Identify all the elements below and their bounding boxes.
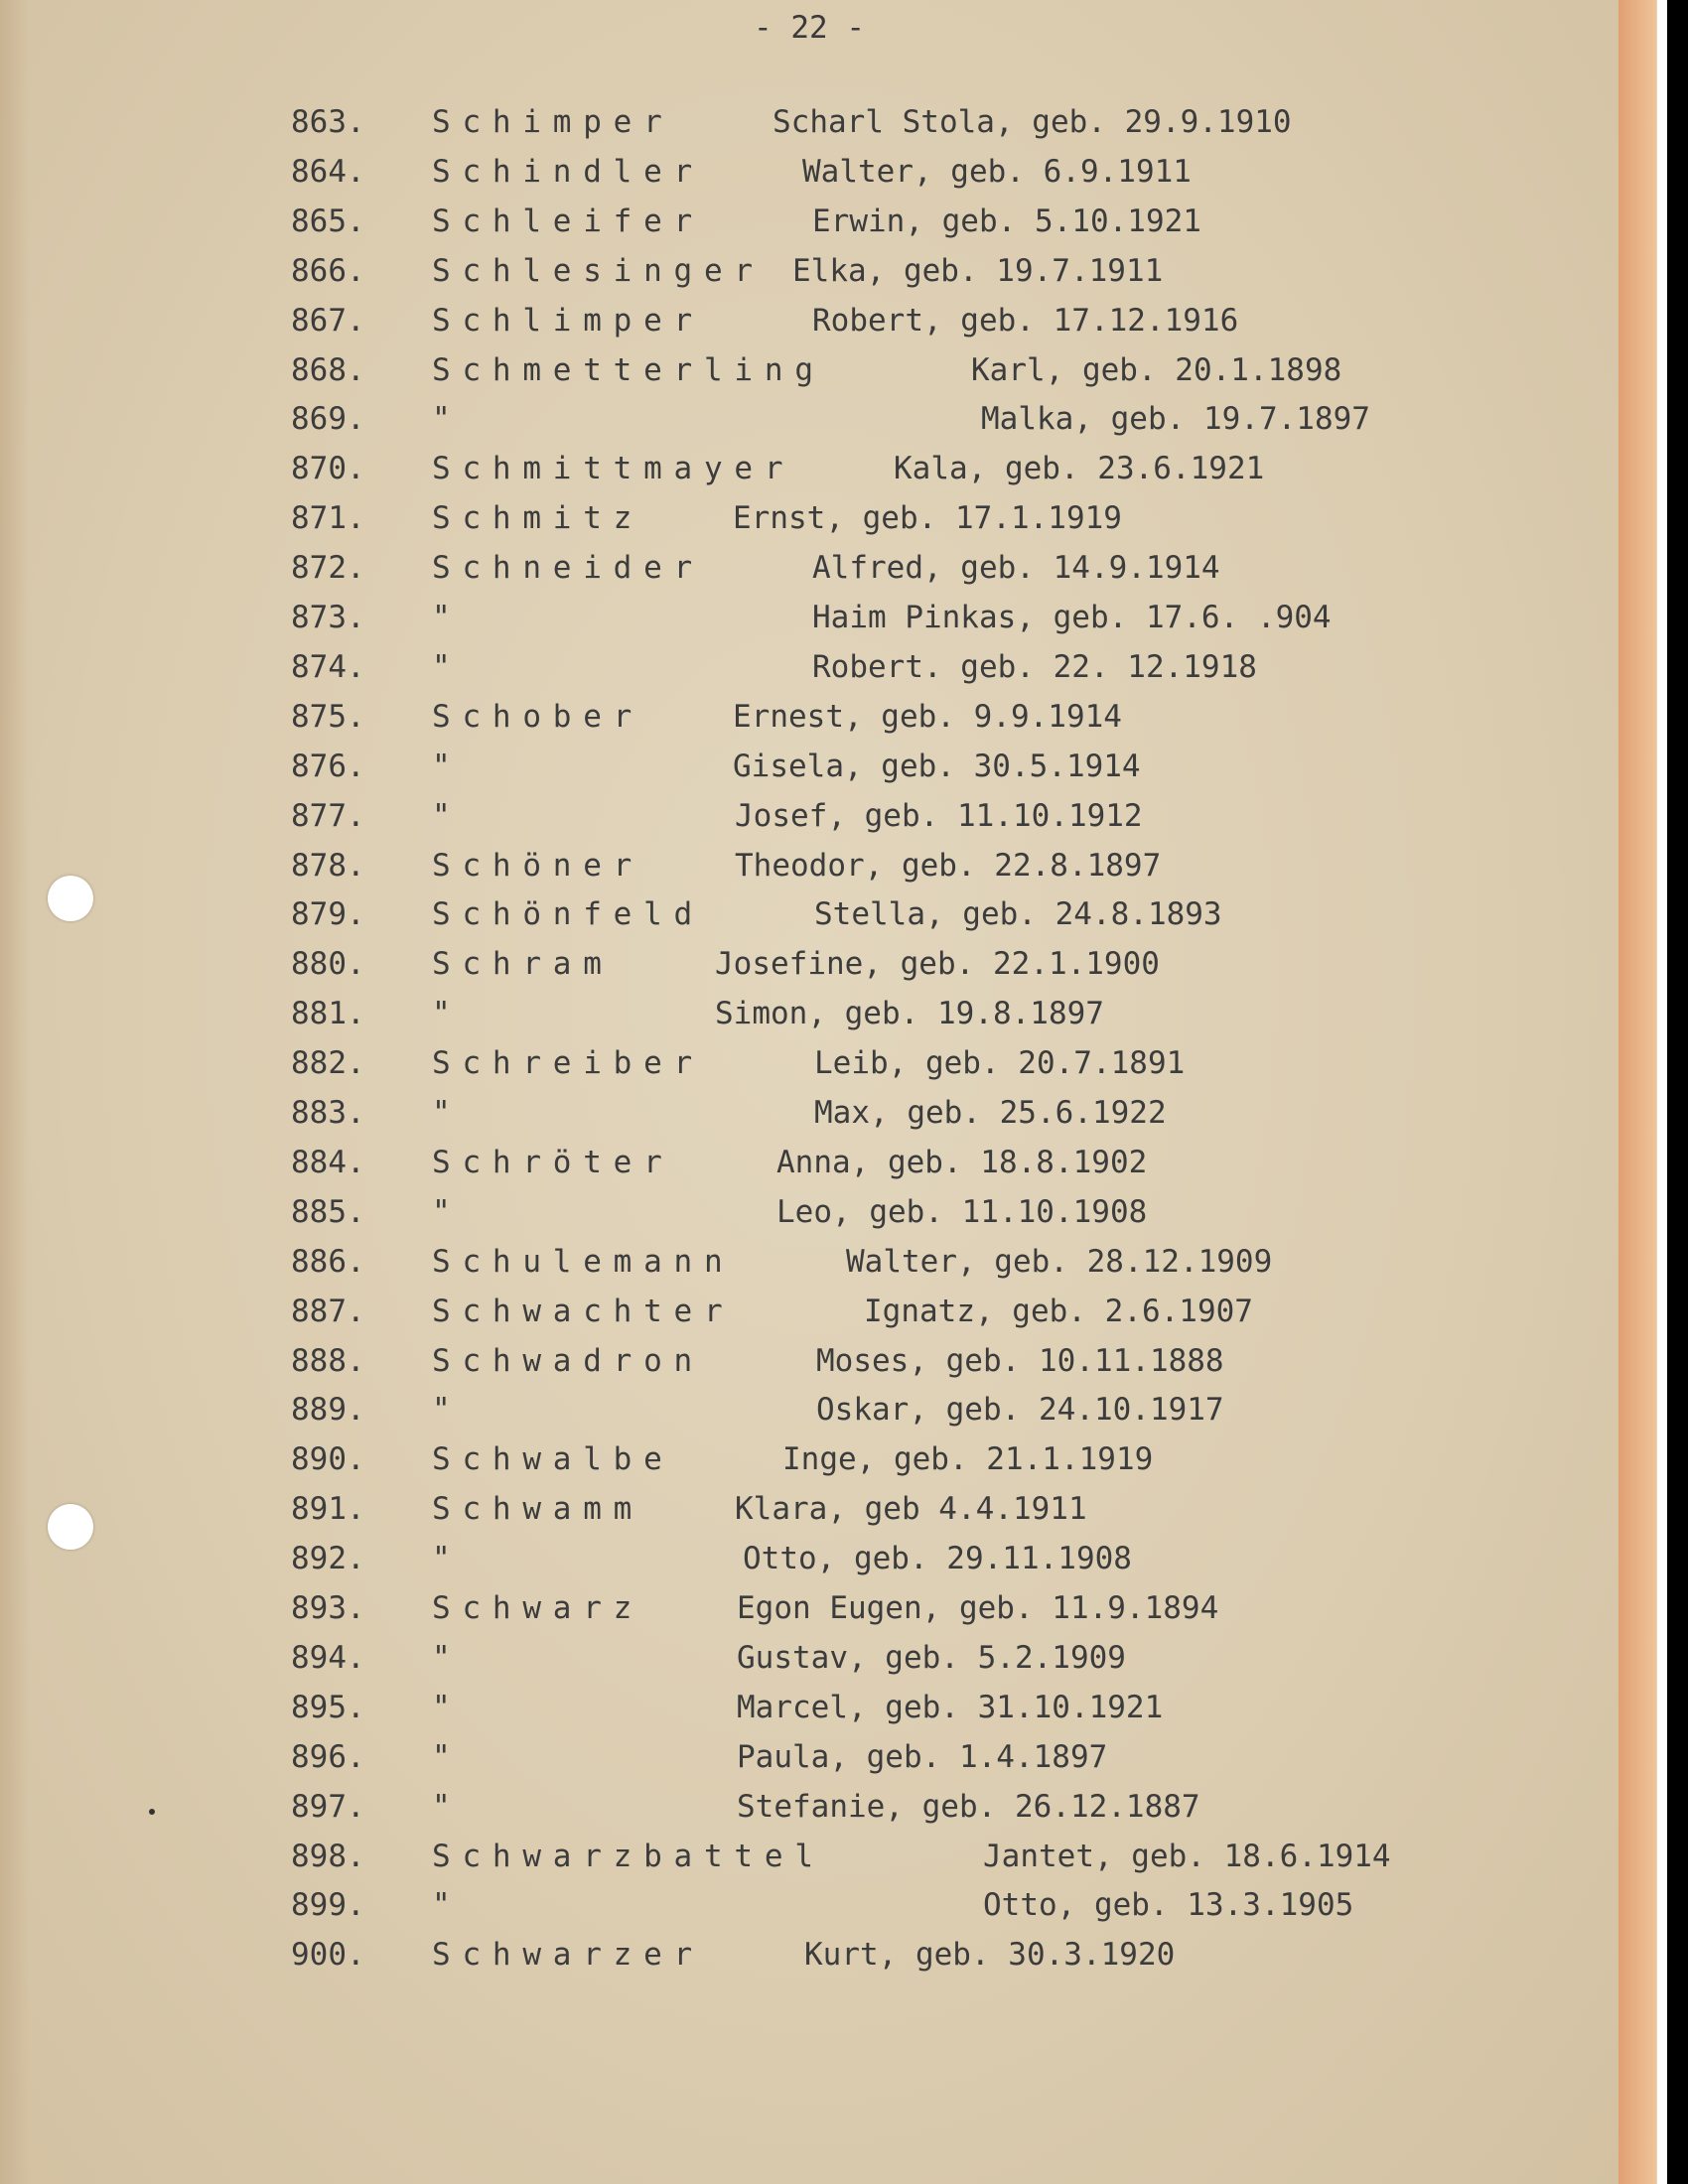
entry-given-name-and-birthdate: Ignatz, geb. 2.6.1907 [864,1293,1253,1329]
entry-surname: Schmitz [432,500,644,537]
entry-given-name-and-birthdate: Oskar, geb. 24.10.1917 [816,1392,1224,1429]
list-item [0,1484,1618,1534]
list-item [0,593,1618,642]
punch-hole-upper [48,876,93,921]
list-item [0,939,1618,989]
entry-surname: Schindler [432,153,704,190]
entry-given-name-and-birthdate: Leo, geb. 11.10.1908 [776,1193,1148,1230]
list-item [0,642,1618,692]
scan-edge [1618,0,1688,2184]
entry-number: 884. [291,1144,365,1180]
punch-hole-lower [48,1504,93,1550]
entry-number: 897. [291,1788,365,1825]
list-item [0,1287,1618,1336]
entry-number: 866. [291,252,365,289]
entry-number: 885. [291,1193,365,1230]
entry-given-name-and-birthdate: Anna, geb. 18.8.1902 [776,1144,1148,1180]
entry-surname: Schleifer [432,203,704,239]
list-item [0,1534,1618,1583]
list-item [0,742,1618,791]
entry-number: 899. [291,1887,365,1924]
entry-number: 882. [291,1045,365,1082]
entry-surname: " [432,797,463,834]
entry-number: 870. [291,451,365,487]
entry-number: 875. [291,698,365,735]
entry-surname: " [432,1541,463,1577]
list-item [0,1880,1618,1930]
list-item [0,841,1618,890]
entry-given-name-and-birthdate: Stefanie, geb. 26.12.1887 [737,1788,1200,1825]
entry-surname: Schober [432,698,644,735]
entry-number: 898. [291,1838,365,1874]
entry-surname: " [432,401,463,438]
entry-number: 887. [291,1293,365,1329]
list-item [0,1683,1618,1732]
entry-surname: Schwalbe [432,1441,674,1478]
entry-given-name-and-birthdate: Alfred, geb. 14.9.1914 [812,550,1220,587]
entry-surname: Schwarzer [432,1937,704,1974]
entry-number: 871. [291,500,365,537]
entry-surname: " [432,1639,463,1676]
entry-given-name-and-birthdate: Kurt, geb. 30.3.1920 [804,1937,1176,1974]
entry-number: 863. [291,104,365,140]
entry-number: 874. [291,648,365,685]
entry-given-name-and-birthdate: Josef, geb. 11.10.1912 [735,797,1143,834]
entry-given-name-and-birthdate: Theodor, geb. 22.8.1897 [735,847,1162,884]
list-item [0,1583,1618,1633]
entry-surname: Schwamm [432,1491,644,1528]
list-item [0,989,1618,1038]
list-item [0,97,1618,147]
list-item [0,1930,1618,1979]
entry-given-name-and-birthdate: Stella, geb. 24.8.1893 [814,896,1222,933]
entry-surname: Schwarzbattel [432,1838,825,1874]
page-number: - 22 - [754,10,865,46]
list-item [0,1336,1618,1386]
entry-number: 877. [291,797,365,834]
entry-given-name-and-birthdate: Paula, geb. 1.4.1897 [737,1738,1108,1775]
entry-surname: " [432,1095,463,1131]
entry-number: 888. [291,1342,365,1379]
entry-given-name-and-birthdate: Egon Eugen, geb. 11.9.1894 [737,1590,1219,1626]
entry-surname: Schlesinger [432,252,765,289]
entry-surname: " [432,748,463,784]
entry-given-name-and-birthdate: Klara, geb 4.4.1911 [735,1491,1087,1528]
entry-given-name-and-birthdate: Malka, geb. 19.7.1897 [981,401,1370,438]
list-item [0,1038,1618,1088]
list-item [0,1633,1618,1683]
entry-given-name-and-birthdate: Inge, geb. 21.1.1919 [782,1441,1154,1478]
entry-number: 867. [291,302,365,339]
list-item [0,246,1618,296]
entry-given-name-and-birthdate: Simon, geb. 19.8.1897 [715,996,1104,1032]
list-item [0,1782,1618,1832]
entry-given-name-and-birthdate: Max, geb. 25.6.1922 [814,1095,1167,1131]
list-item [0,889,1618,939]
list-item [0,1434,1618,1484]
list-item [0,147,1618,197]
entry-surname: " [432,1887,463,1924]
entry-given-name-and-birthdate: Otto, geb. 29.11.1908 [743,1541,1132,1577]
entry-given-name-and-birthdate: Ernest, geb. 9.9.1914 [733,698,1122,735]
ink-speck [149,1809,155,1815]
entry-surname: " [432,996,463,1032]
entry-number: 868. [291,351,365,388]
entry-given-name-and-birthdate: Otto, geb. 13.3.1905 [983,1887,1354,1924]
entry-given-name-and-birthdate: Leib, geb. 20.7.1891 [814,1045,1186,1082]
entry-given-name-and-birthdate: Josefine, geb. 22.1.1900 [715,946,1160,983]
entry-number: 891. [291,1491,365,1528]
entry-given-name-and-birthdate: Walter, geb. 6.9.1911 [802,153,1192,190]
entry-number: 876. [291,748,365,784]
entry-number: 880. [291,946,365,983]
list-item [0,345,1618,395]
entry-surname: Schneider [432,550,704,587]
entry-surname: Schlimper [432,302,704,339]
entry-number: 879. [291,896,365,933]
entry-given-name-and-birthdate: Karl, geb. 20.1.1898 [971,351,1342,388]
entry-given-name-and-birthdate: Erwin, geb. 5.10.1921 [812,203,1201,239]
entry-number: 890. [291,1441,365,1478]
entry-number: 893. [291,1590,365,1626]
entry-number: 881. [291,996,365,1032]
list-item [0,1088,1618,1138]
entry-surname: Schwadron [432,1342,704,1379]
entry-given-name-and-birthdate: Scharl Stola, geb. 29.9.1910 [773,104,1292,140]
entry-surname: " [432,1788,463,1825]
list-item [0,1138,1618,1187]
entry-surname: Schram [432,946,614,983]
list-item [0,444,1618,493]
entry-given-name-and-birthdate: Walter, geb. 28.12.1909 [846,1243,1273,1280]
entry-given-name-and-birthdate: Elka, geb. 19.7.1911 [792,252,1164,289]
entry-given-name-and-birthdate: Marcel, geb. 31.10.1921 [737,1689,1164,1725]
list-item [0,1732,1618,1782]
list-item [0,543,1618,593]
entry-surname: Schimper [432,104,674,140]
entry-number: 872. [291,550,365,587]
entry-number: 869. [291,401,365,438]
entry-given-name-and-birthdate: Robert, geb. 17.12.1916 [812,302,1239,339]
entry-surname: " [432,1738,463,1775]
list-item [0,1385,1618,1434]
entry-given-name-and-birthdate: Kala, geb. 23.6.1921 [894,451,1265,487]
entry-surname: " [432,1689,463,1725]
entry-number: 896. [291,1738,365,1775]
entry-given-name-and-birthdate: Gustav, geb. 5.2.1909 [737,1639,1126,1676]
entry-number: 878. [291,847,365,884]
entry-given-name-and-birthdate: Gisela, geb. 30.5.1914 [733,748,1141,784]
entry-number: 895. [291,1689,365,1725]
entry-number: 894. [291,1639,365,1676]
entry-surname: Schmetterling [432,351,825,388]
entry-surname: Schreiber [432,1045,704,1082]
list-item [0,1832,1618,1881]
list-item [0,1187,1618,1237]
list-item [0,1237,1618,1287]
entry-given-name-and-birthdate: Jantet, geb. 18.6.1914 [983,1838,1391,1874]
entry-number: 900. [291,1937,365,1974]
entry-given-name-and-birthdate: Ernst, geb. 17.1.1919 [733,500,1122,537]
entry-surname: Schmittmayer [432,451,795,487]
entry-surname: Schöner [432,847,644,884]
entry-surname: Schulemann [432,1243,735,1280]
list-item [0,394,1618,444]
entry-number: 892. [291,1541,365,1577]
entry-surname: Schönfeld [432,896,704,933]
entry-surname: " [432,1392,463,1429]
entry-surname: Schwachter [432,1293,735,1329]
entry-number: 886. [291,1243,365,1280]
entry-surname: Schröter [432,1144,674,1180]
list-item [0,197,1618,246]
entry-given-name-and-birthdate: Moses, geb. 10.11.1888 [816,1342,1224,1379]
list-item [0,692,1618,742]
list-item [0,296,1618,345]
entry-given-name-and-birthdate: Haim Pinkas, geb. 17.6. .904 [812,600,1332,635]
entry-number: 889. [291,1392,365,1429]
entry-surname: " [432,1193,463,1230]
entry-number: 864. [291,153,365,190]
entry-number: 883. [291,1095,365,1131]
list-item [0,791,1618,841]
entry-surname: " [432,600,463,635]
list-item [0,493,1618,543]
entry-number: 865. [291,203,365,239]
entry-surname: " [432,648,463,685]
entry-given-name-and-birthdate: Robert. geb. 22. 12.1918 [812,648,1257,685]
entry-surname: Schwarz [432,1590,644,1626]
entry-number: 873. [291,600,365,635]
